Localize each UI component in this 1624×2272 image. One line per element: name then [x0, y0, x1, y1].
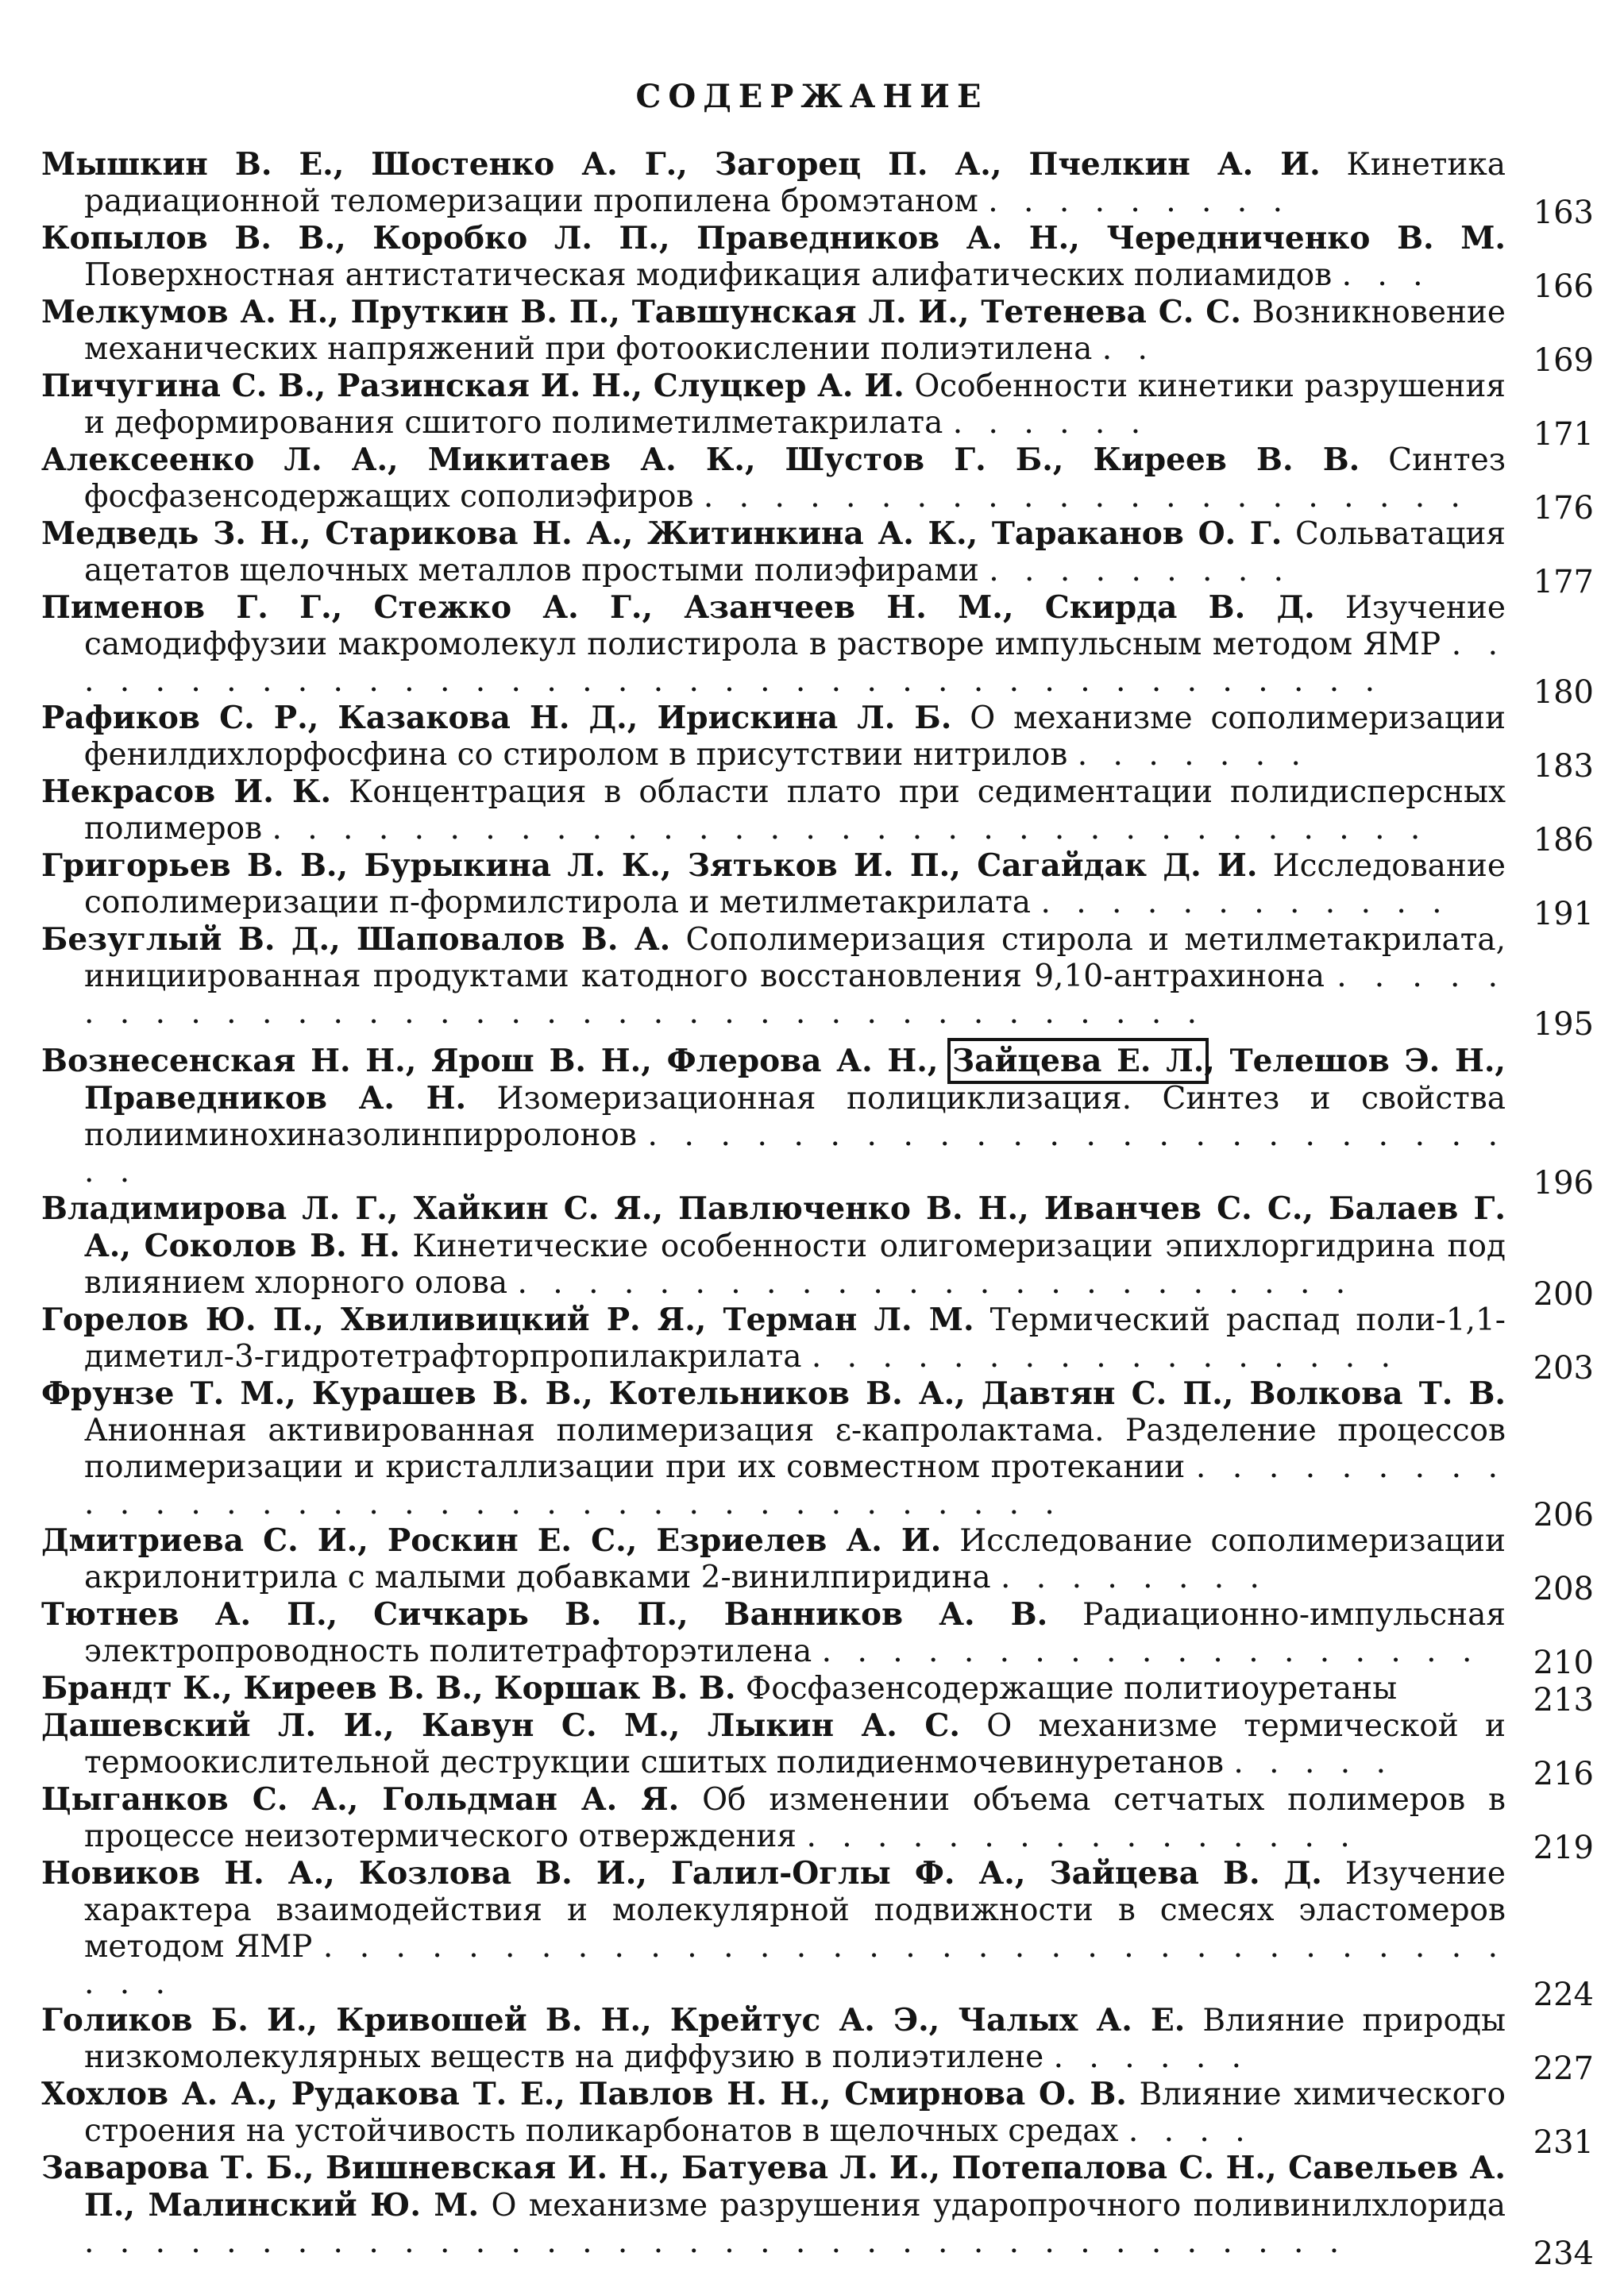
dot-leader: . . . . . . . [1077, 737, 1309, 773]
entry-title: Концентрация в области плато при седиментации полидисперсных полимеров [84, 774, 1506, 847]
toc-entry [41, 1781, 1594, 1866]
entry-authors: Некрасов И. К. [41, 773, 332, 810]
toc-entry [41, 1190, 1594, 1313]
page-number: 183 [1533, 748, 1594, 785]
entry-authors: Тютнев А. П., Сичкарь В. П., Ванников А. В. [41, 1596, 1048, 1633]
entry-title: О механизме сополимеризации фенилдихлорфосфина со стиролом в присутствии нитрилов [84, 700, 1506, 773]
dot-leader: . . . . . . . . [1001, 1560, 1267, 1595]
entry-title: Изучение характера взаимодействия и молекулярной подвижности в смесях эластомеров методом ЯМР [84, 1856, 1506, 1965]
page-number: 227 [1533, 2050, 1594, 2087]
entry-authors: Владимирова Л. Г., Хайкин С. Я., Павлюченко В. Н., Иванчев С. С., Балаев Г. А., Соколов В. Н. [41, 1190, 1506, 1264]
entry-text [41, 1781, 1506, 1855]
toc-entry [41, 294, 1594, 379]
entry-authors: Голиков Б. И., Кривошей В. Н., Крейтус А. Э., Чалых А. Е. [41, 2002, 1186, 2039]
dot-leader: . . . . . [1233, 1745, 1394, 1780]
entry-title: Возникновение механических напряжений при фотоокислении полиэтилена [84, 295, 1506, 367]
page-number: 203 [1533, 1350, 1594, 1387]
entry-text [41, 1302, 1506, 1375]
entry-authors: Фрунзе Т. М., Курашев В. В., Котельников В. А., Давтян С. П., Волкова Т. В. [41, 1375, 1506, 1412]
entry-text [41, 700, 1506, 773]
entry-title: Особенности кинетики разрушения и деформирования сшитого полиметилметакрилата [84, 368, 1506, 441]
toc-entry [41, 220, 1594, 305]
page-number: 177 [1533, 564, 1594, 600]
dot-leader: . . . . . . . . . [988, 183, 1290, 219]
entry-authors: Григорьев В. В., Бурыкина Л. К., Зятьков И. П., Сагайдак Д. И. [41, 847, 1258, 884]
entry-authors: Цыганков С. А., Гольдман А. Я. [41, 1781, 680, 1818]
dot-leader: . . . . . . . . . . . . . . . . . . . . . . . . . . [84, 1117, 1506, 1190]
page-number: 176 [1533, 490, 1594, 527]
entry-title: Кинетика радиационной теломеризации пропилена бромэтаном [84, 147, 1506, 219]
entry-title: Изомеризационная полициклизация. Синтез и свойства полииминохиназолинпирролонов [84, 1081, 1506, 1153]
page-number: 208 [1533, 1571, 1594, 1607]
page-number: 195 [1533, 1006, 1594, 1043]
toc-entry [41, 442, 1594, 527]
entry-authors: Пименов Г. Г., Стежко А. Г., Азанчеев Н. М., Скирда В. Д. [41, 589, 1315, 626]
entry-authors: Заварова Т. Б., Вишневская И. Н., Батуева Л. И., Потепалова С. Н., Савельев А. П., Малинский Ю. М. [41, 2150, 1506, 2224]
toc-entry [41, 1522, 1594, 1607]
entry-title: Изучение самодиффузии макромолекул полистирола в растворе импульсным методом ЯМР [84, 590, 1506, 662]
toc-entry [41, 2076, 1594, 2161]
entry-text [41, 921, 1506, 1032]
entry-authors: Мелкумов А. Н., Пруткин В. П., Тавшунская Л. И., Тетенева С. С. [41, 294, 1241, 330]
toc-entry [41, 700, 1594, 785]
page-number: 171 [1533, 416, 1594, 453]
toc-entry [41, 1707, 1594, 1792]
entry-title: Анионная активированная полимеризация ε-капролактама. Разделение процессов полимеризации и кристаллизации при их совместном протекании [84, 1413, 1506, 1485]
entry-authors: Пичугина С. В., Разинская И. Н., Слуцкер А. И. [41, 368, 905, 404]
dot-leader: . . . [1341, 257, 1431, 293]
entry-text [41, 220, 1506, 294]
entry-title: О механизме термической и термоокислительной деструкции сшитых полидиенмочевинуретанов [84, 1708, 1506, 1780]
toc-entry [41, 921, 1594, 1043]
dot-leader: . . . . . . . . . . . . . . . . [806, 1819, 1358, 1854]
entry-authors: Брандт К., Киреев В. В., Коршак В. В. [41, 1670, 736, 1707]
entry-text [41, 589, 1506, 700]
entry-authors-rest: , Телешов Э. Н., Праведников А. Н. [84, 1043, 1506, 1117]
entry-title: Влияние химического строения на устойчивость поликарбонатов в щелочных средах [84, 2077, 1506, 2149]
entry-title: Радиационно-импульсная электропроводность политетрафторэтилена [84, 1597, 1506, 1669]
page-number: 163 [1533, 195, 1594, 231]
dot-leader: . . . . . . . . . . . . . . . . . . . . . . [703, 479, 1468, 515]
toc-entry [41, 1043, 1594, 1202]
entry-title: Об изменении объема сетчатых полимеров в процессе неизотермического отверждения [84, 1782, 1506, 1854]
page-number: 180 [1533, 674, 1594, 711]
entry-title: Исследование сополимеризации акрилонитрила с малыми добавками 2-винилпиридина [84, 1523, 1506, 1595]
toc-entry [41, 515, 1594, 600]
entry-title: Термический распад поли-1,1-диметил-3-гидротетрафторпропилакрилата [84, 1302, 1506, 1375]
page-number: 234 [1533, 2235, 1594, 2272]
entry-title: Синтез фосфазенсодержащих сополиэфиров [84, 442, 1506, 515]
dot-leader: . . . . . . . . . . . . . . . . . . . . . . . . . . . . . . . . . . . . . [84, 1449, 1506, 1522]
entry-text [41, 1190, 1506, 1302]
entry-authors: Медведь З. Н., Старикова Н. А., Житинкина А. К., Тараканов О. Г. [41, 515, 1283, 552]
page-number: 166 [1533, 268, 1594, 305]
entry-title: О механизме разрушения ударопрочного поливинилхлорида [491, 2188, 1506, 2224]
entry-authors: Рафиков С. Р., Казакова Н. Д., Ирискина Л. Б. [41, 700, 952, 736]
toc-entry [41, 773, 1594, 858]
page-number: 224 [1533, 1977, 1594, 2013]
toc-entry [41, 589, 1594, 711]
entry-authors: Мышкин В. Е., Шостенко А. Г., Загорец П. А., Пчелкин А. И. [41, 146, 1321, 183]
dot-leader: . . . . . . . . . [989, 553, 1292, 588]
toc-entry [41, 1855, 1594, 2013]
entry-text [41, 1670, 1506, 1707]
page-number: 200 [1533, 1276, 1594, 1313]
entry-authors: Вознесенская Н. Н., Ярош В. Н., Флерова А. Н., [41, 1043, 939, 1079]
dot-leader: . . [1101, 331, 1155, 367]
entry-title: Сольватация ацетатов щелочных металлов простыми полиэфирами [84, 516, 1506, 588]
entry-text [41, 368, 1506, 442]
page-number: 186 [1533, 822, 1594, 858]
entry-authors: Безуглый В. Д., Шаповалов В. А. [41, 921, 671, 958]
dot-leader: . . . . . . . . . . . . . . . . . . . . . . . . [517, 1265, 1354, 1301]
page-number: 213 [1533, 1682, 1594, 1718]
dot-leader: . . . . [1128, 2113, 1253, 2149]
dot-leader: . . . . . . . . . . . . [1040, 885, 1450, 920]
entry-text [41, 1043, 1506, 1190]
entry-title: Сополимеризация стирола и метилметакрилата, инициированная продуктами катодного восстановления 9,10-антрахинона [84, 922, 1506, 994]
entry-text [41, 515, 1506, 589]
entry-authors: Новиков Н. А., Козлова В. И., Галил-Оглы Ф. А., Зайцева В. Д. [41, 1855, 1322, 1892]
entry-text [41, 1375, 1506, 1522]
entry-title: Фосфазенсодержащие политиоуретаны [745, 1671, 1398, 1707]
entry-text [41, 1855, 1506, 2002]
toc-entry [41, 1670, 1594, 1718]
page-number: 219 [1533, 1830, 1594, 1866]
toc-entry [41, 2002, 1594, 2087]
entry-authors: Дашевский Л. И., Кавун С. М., Лыкин А. С. [41, 1707, 960, 1744]
toc-entry [41, 1375, 1594, 1533]
entry-title: Влияние природы низкомолекулярных веществ на диффузию в полиэтилене [84, 2003, 1506, 2075]
entry-text [41, 2002, 1506, 2076]
dot-leader: . . . . . . . . . . . . . . . . . [811, 1339, 1398, 1375]
entry-authors: Хохлов А. А., Рудакова Т. Е., Павлов Н. Н., Смирнова О. В. [41, 2076, 1127, 2112]
toc-entry [41, 1596, 1594, 1681]
entry-text [41, 294, 1506, 368]
entry-authors: Дмитриева С. И., Роскин Е. С., Езриелев А. И. [41, 1522, 942, 1559]
entry-authors: Горелов Ю. П., Хвиливицкий Р. Я., Терман Л. М. [41, 1302, 974, 1338]
dot-leader: . . . . . . . . . . . . . . . . . . . . . . . . . . . . . . . . . . . . . [84, 959, 1506, 1031]
page-number: 210 [1533, 1645, 1594, 1681]
entry-authors: Алексеенко Л. А., Микитаев А. К., Шустов Г. Б., Киреев В. В. [41, 442, 1360, 478]
dot-leader: . . . . . . . . . . . . . . . . . . . . . . . . . . . . . . . . . . . . . . . [84, 627, 1506, 699]
toc-entry [41, 368, 1594, 453]
entry-text [41, 1707, 1506, 1781]
entry-text [41, 146, 1506, 220]
toc-entry [41, 2150, 1594, 2272]
dot-leader: . . . . . . [1053, 2039, 1250, 2075]
entry-text [41, 1522, 1506, 1596]
toc-entry [41, 1302, 1594, 1387]
page-number: 191 [1533, 896, 1594, 932]
toc-entry [41, 146, 1594, 231]
entry-text [41, 442, 1506, 515]
page-number: 206 [1533, 1497, 1594, 1533]
page-number: 169 [1533, 342, 1594, 379]
dot-leader: . . . . . . [952, 405, 1149, 441]
entry-text [41, 2150, 1506, 2261]
highlighted-author: Зайцева Е. Л. [952, 1043, 1205, 1079]
entry-title: Кинетические особенности олигомеризации эпихлоргидрина под влиянием хлорного олова [84, 1229, 1506, 1301]
page-number: 196 [1533, 1165, 1594, 1202]
dot-leader: . . . . . . . . . . . . . . . . . . . . . . . . . . . . . . . . . . . . [84, 2224, 1348, 2260]
dot-leader: . . . . . . . . . . . . . . . . . . . . . . . . . . . . . . . . . . . . [84, 1929, 1506, 2001]
entry-authors: Копылов В. В., Коробко Л. П., Праведников А. Н., Чередниченко В. М. [41, 220, 1506, 257]
table-of-contents [41, 146, 1594, 2272]
dot-leader: . . . . . . . . . . . . . . . . . . . [821, 1634, 1480, 1669]
toc-entry [41, 847, 1594, 932]
entry-text [41, 847, 1506, 921]
entry-title: Поверхностная антистатическая модификация алифатических полиамидов [84, 257, 1333, 293]
entry-title: Исследование сополимеризации п-формилстирола и метилметакрилата [84, 848, 1506, 920]
entry-text [41, 2076, 1506, 2150]
page-number: 231 [1533, 2124, 1594, 2161]
page-title: СОДЕРЖАНИЕ [635, 78, 989, 115]
page-number: 216 [1533, 1756, 1594, 1792]
entry-text [41, 773, 1506, 847]
entry-text [41, 1596, 1506, 1670]
dot-leader: . . . . . . . . . . . . . . . . . . . . . . . . . . . . . . . . . [272, 811, 1429, 847]
